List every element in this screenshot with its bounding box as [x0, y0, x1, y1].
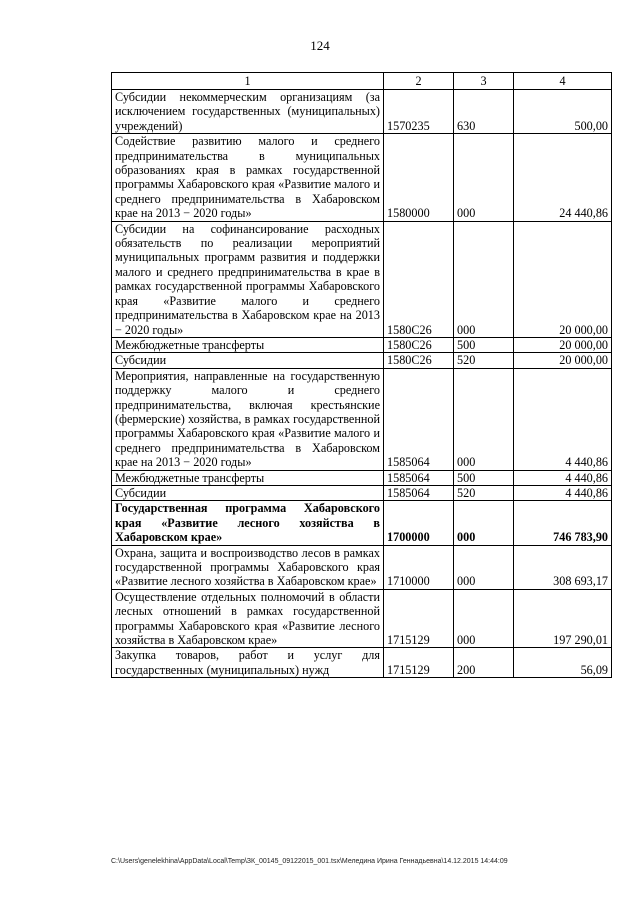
row-amount-cell: 4 440,86 — [514, 368, 612, 470]
row-code-cell: 1580С26 — [384, 353, 454, 368]
row-code-cell: 1710000 — [384, 545, 454, 589]
row-name-cell: Субсидии некоммерческим организациям (за исключением государственных (муниципальных) учреждений) — [112, 90, 384, 134]
row-amount-cell: 4 440,86 — [514, 470, 612, 485]
row-code-cell: 1715129 — [384, 589, 454, 648]
table-row — [112, 134, 612, 221]
table-row — [112, 337, 612, 352]
row-vr-cell: 520 — [454, 485, 514, 500]
row-amount-cell: 20 000,00 — [514, 221, 612, 337]
row-code-cell: 1700000 — [384, 501, 454, 545]
row-vr-cell: 000 — [454, 545, 514, 589]
row-vr-cell: 000 — [454, 368, 514, 470]
header-cell-name: 1 — [112, 73, 384, 90]
row-name-cell: Закупка товаров, работ и услуг для государственных (муниципальных) нужд — [112, 648, 384, 678]
table-header-row — [112, 73, 612, 90]
row-vr-cell: 200 — [454, 648, 514, 678]
row-amount-cell: 20 000,00 — [514, 337, 612, 352]
file-path-footer: C:\Users\genelekhina\AppData\Local\Temp\ЗК_00145_09122015_001.tsx\Меледина Ирина Геннадьевна\14.12.2015 14:44:09 — [111, 858, 508, 865]
row-vr-cell: 500 — [454, 337, 514, 352]
header-cell-vr: 3 — [454, 73, 514, 90]
row-name-cell: Межбюджетные трансферты — [112, 337, 384, 352]
row-code-cell: 1580С26 — [384, 221, 454, 337]
row-name-cell: Субсидии — [112, 353, 384, 368]
row-name-cell: Государственная программа Хабаровского края «Развитие лесного хозяйства в Хабаровском крае» — [112, 501, 384, 545]
table-row — [112, 221, 612, 337]
row-amount-cell: 4 440,86 — [514, 485, 612, 500]
row-amount-cell: 308 693,17 — [514, 545, 612, 589]
row-amount-cell: 746 783,90 — [514, 501, 612, 545]
row-code-cell: 1715129 — [384, 648, 454, 678]
row-amount-cell: 24 440,86 — [514, 134, 612, 221]
row-name-cell: Субсидии на софинансирование расходных обязательств по реализации мероприятий муниципальных программ развития и поддержки малого и среднего предпринимательства в крае в рамках государственной программы Хабаровского края «Развитие малого и среднего предпринимательства в Хабаровском крае на 2013 − 2020 годы» — [112, 221, 384, 337]
row-vr-cell: 500 — [454, 470, 514, 485]
row-amount-cell: 56,09 — [514, 648, 612, 678]
row-name-cell: Осуществление отдельных полномочий в области лесных отношений в рамках государственной программы Хабаровского края «Развитие лесного хозяйства в Хабаровском крае» — [112, 589, 384, 648]
header-cell-amount: 4 — [514, 73, 612, 90]
table-row — [112, 90, 612, 134]
table-row — [112, 353, 612, 368]
row-code-cell: 1585064 — [384, 470, 454, 485]
row-code-cell: 1580С26 — [384, 337, 454, 352]
row-code-cell: 1585064 — [384, 485, 454, 500]
row-name-cell: Мероприятия, направленные на государственную поддержку малого и среднего предпринимательства, включая крестьянские (фермерские) хозяйства, в рамках государственной программы Хабаровского края «Развитие малого и среднего предпринимательства в Хабаровском крае на 2013 − 2020 годы» — [112, 368, 384, 470]
table-row — [112, 545, 612, 589]
row-amount-cell: 500,00 — [514, 90, 612, 134]
table-row — [112, 501, 612, 545]
row-code-cell: 1585064 — [384, 368, 454, 470]
page-number: 124 — [310, 38, 330, 53]
table-row — [112, 648, 612, 678]
row-name-cell: Субсидии — [112, 485, 384, 500]
row-vr-cell: 630 — [454, 90, 514, 134]
table-row — [112, 368, 612, 470]
row-code-cell: 1570235 — [384, 90, 454, 134]
table-row — [112, 470, 612, 485]
table-row — [112, 589, 612, 648]
row-vr-cell: 520 — [454, 353, 514, 368]
header-cell-code: 2 — [384, 73, 454, 90]
row-amount-cell: 197 290,01 — [514, 589, 612, 648]
row-vr-cell: 000 — [454, 134, 514, 221]
row-name-cell: Охрана, защита и воспроизводство лесов в рамках государственной программы Хабаровского края «Развитие лесного хозяйства в Хабаровском крае» — [112, 545, 384, 589]
row-amount-cell: 20 000,00 — [514, 353, 612, 368]
row-vr-cell: 000 — [454, 501, 514, 545]
row-code-cell: 1580000 — [384, 134, 454, 221]
row-name-cell: Межбюджетные трансферты — [112, 470, 384, 485]
row-name-cell: Содействие развитию малого и среднего предпринимательства в муниципальных образованиях края в рамках государственной программы Хабаровского края «Развитие малого и среднего предпринимательства в Хабаровском крае на 2013 − 2020 годы» — [112, 134, 384, 221]
row-vr-cell: 000 — [454, 221, 514, 337]
budget-table — [111, 72, 612, 678]
table-row — [112, 485, 612, 500]
row-vr-cell: 000 — [454, 589, 514, 648]
